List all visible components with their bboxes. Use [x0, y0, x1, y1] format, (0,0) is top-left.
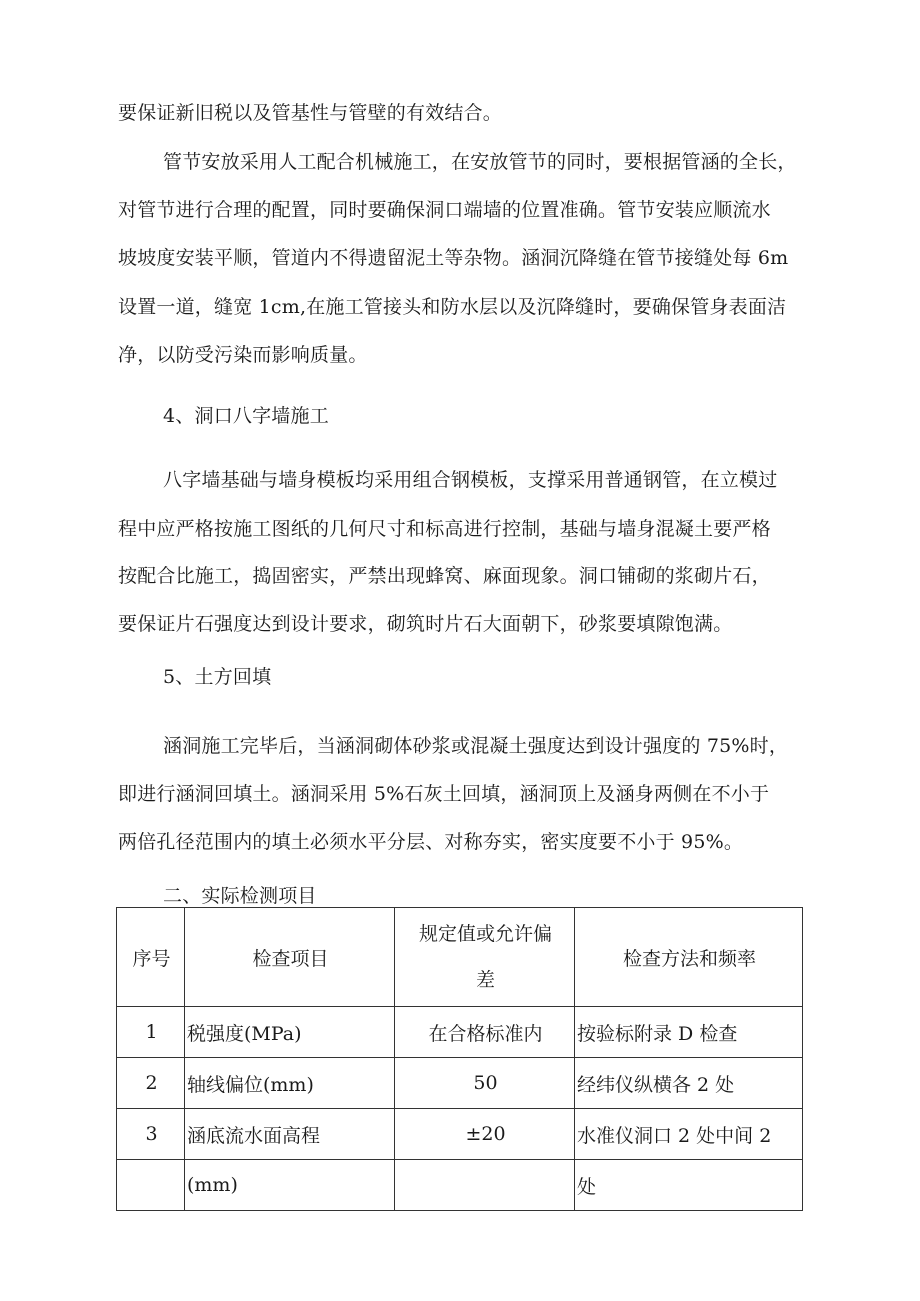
paragraph-line: 八字墙基础与墙身模板均采用组合钢模板，支撑采用普通钢管，在立模过 [163, 469, 778, 491]
cell-method: 经纬仪纵横各 2 处 [575, 1058, 803, 1109]
cell-no: 2 [117, 1058, 185, 1109]
cell-method: 按验标附录 D 检查 [575, 1007, 803, 1058]
header-no: 序号 [117, 908, 185, 1007]
paragraph-line: 设置一道，缝宽 1cm,在施工管接头和防水层以及沉降缝时，要确保管身表面洁 [118, 296, 787, 318]
cell-method: 处 [575, 1160, 803, 1211]
paragraph-line: 即进行涵洞回填土。涵洞采用 5%石灰土回填，涵洞顶上及涵身两侧在不小于 [118, 783, 770, 805]
paragraph-line: 涵洞施工完毕后，当涵洞砌体砂浆或混凝土强度达到设计强度的 75%时， [163, 735, 789, 757]
section-heading-4: 4、洞口八字墙施工 [163, 405, 329, 427]
header-spec [395, 908, 575, 1007]
cell-method: 水准仪洞口 2 处中间 2 [575, 1109, 803, 1160]
paragraph-line: 按配合比施工，捣固密实，严禁出现蜂窝、麻面现象。洞口铺砌的浆砌片石， [118, 565, 771, 587]
cell-item: 轴线偏位(mm) [185, 1058, 395, 1109]
cell-spec [395, 1160, 575, 1211]
cell-spec: ±20 [395, 1109, 575, 1160]
cell-no: 1 [117, 1007, 185, 1058]
header-method: 检查方法和频率 [575, 908, 803, 1007]
paragraph-line: 净，以防受污染而影响质量。 [118, 344, 368, 366]
paragraph-line: 要保证新旧税以及管基性与管壁的有效结合。 [118, 102, 503, 124]
cell-no [117, 1160, 185, 1211]
cell-no: 3 [117, 1109, 185, 1160]
table-header-row [117, 908, 803, 1007]
cell-item: 税强度(MPa) [185, 1007, 395, 1058]
table-row [117, 1058, 803, 1109]
cell-spec: 在合格标准内 [395, 1007, 575, 1058]
paragraph-line: 程中应严格按施工图纸的几何尺寸和标高进行控制，基础与墙身混凝土要严格 [118, 518, 771, 540]
header-item: 检查项目 [185, 908, 395, 1007]
paragraph-line: 两倍孔径范围内的填土必须水平分层、对称夯实，密实度要不小于 95%。 [118, 831, 744, 853]
paragraph-line: 对管节进行合理的配置，同时要确保洞口端墙的位置准确。管节安装应顺流水 [118, 199, 771, 221]
section-heading-2: 二、实际检测项目 [163, 885, 317, 907]
table-row [117, 1160, 803, 1211]
table-row [117, 1007, 803, 1058]
header-spec-line1: 规定值或允许偏 [418, 923, 552, 945]
inspection-table [116, 907, 803, 1211]
cell-item: 涵底流水面高程 [185, 1109, 395, 1160]
cell-spec: 50 [395, 1058, 575, 1109]
header-spec-line2: 差 [475, 969, 495, 991]
paragraph-line: 要保证片石强度达到设计要求，砌筑时片石大面朝下，砂浆要填隙饱满。 [118, 613, 733, 635]
section-heading-5: 5、土方回填 [163, 666, 272, 688]
table-row [117, 1109, 803, 1160]
paragraph-line: 坡坡度安装平顺，管道内不得遗留泥土等杂物。涵洞沉降缝在管节接缝处每 6m [118, 247, 789, 269]
cell-item: (mm) [185, 1160, 395, 1211]
paragraph-line: 管节安放采用人工配合机械施工，在安放管节的同时，要根据管涵的全长， [163, 151, 797, 173]
